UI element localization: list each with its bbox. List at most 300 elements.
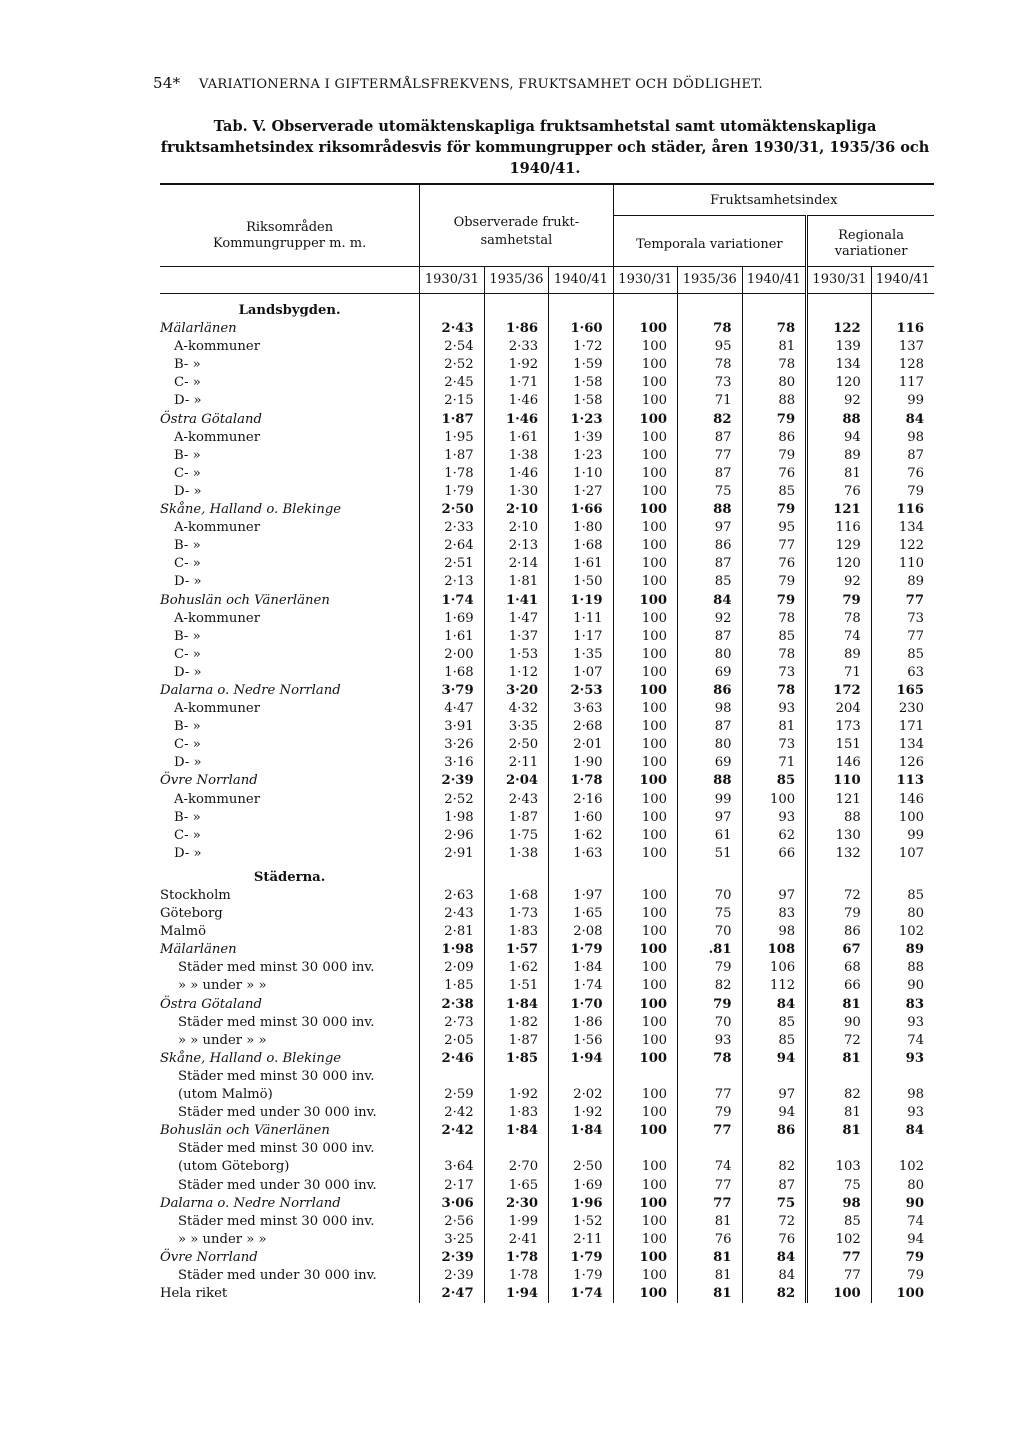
cell-value: 100 <box>613 700 677 718</box>
cell-value: 4·47 <box>420 700 484 718</box>
cell-value: 2·51 <box>420 555 484 573</box>
cell-value: 132 <box>807 845 872 863</box>
cell-value: 98 <box>742 923 807 941</box>
row-label: Hela riket <box>160 1286 228 1302</box>
cell-value <box>613 1068 677 1086</box>
cell-value: 1·46 <box>484 465 548 483</box>
cell-value: 1·79 <box>549 941 613 959</box>
cell-value: 86 <box>742 1122 807 1140</box>
cell-value: 85 <box>807 1213 872 1231</box>
cell-value: 84 <box>742 1249 807 1267</box>
cell-value: 78 <box>742 682 807 700</box>
cell-value: 1·35 <box>549 646 613 664</box>
cell-value: 85 <box>871 887 934 905</box>
cell-value: 134 <box>807 356 872 374</box>
cell-value: 1·23 <box>549 447 613 465</box>
cell-value: 1·84 <box>484 996 548 1014</box>
cell-value: 100 <box>613 923 677 941</box>
cell-value: 98 <box>807 1195 872 1213</box>
cell-value: 122 <box>807 320 872 338</box>
cell-value: 100 <box>807 1285 872 1303</box>
row-label: Övre Norrland <box>160 1249 258 1265</box>
cell-value: 121 <box>807 501 872 519</box>
cell-value: 1·58 <box>549 374 613 392</box>
row-label: » » under » » <box>178 1231 267 1247</box>
cell-value: 86 <box>742 429 807 447</box>
cell-value: 74 <box>871 1032 934 1050</box>
row-label: » » under » » <box>178 1032 267 1048</box>
cell-value: 73 <box>678 374 742 392</box>
cell-value: 1·71 <box>484 374 548 392</box>
cell-value: 100 <box>613 573 677 591</box>
cell-value <box>678 1068 742 1086</box>
row-label: B- » <box>174 628 201 644</box>
cell-value: 2·96 <box>420 827 484 845</box>
row-label: Mälarlänen <box>160 321 237 337</box>
cell-value: 1·96 <box>549 1195 613 1213</box>
cell-value: 79 <box>678 959 742 977</box>
cell-value: 1·92 <box>484 356 548 374</box>
cell-value: 78 <box>678 320 742 338</box>
cell-value: 93 <box>871 1104 934 1122</box>
row-label: Städer med minst 30 000 inv. <box>178 1068 375 1084</box>
cell-value: 77 <box>678 1086 742 1104</box>
table-row <box>160 887 934 905</box>
cell-value: 146 <box>871 791 934 809</box>
cell-value: 2·30 <box>484 1195 548 1213</box>
index-header: Fruktsamhetsindex <box>613 183 934 216</box>
cell-value: 2·10 <box>484 519 548 537</box>
cell-value: 100 <box>613 996 677 1014</box>
cell-value: 102 <box>871 1158 934 1176</box>
cell-value: 87 <box>678 429 742 447</box>
table-row <box>160 1158 934 1176</box>
cell-value: 99 <box>871 392 934 410</box>
cell-value: 1·39 <box>549 429 613 447</box>
cell-value: 77 <box>678 1122 742 1140</box>
cell-value: 100 <box>613 1086 677 1104</box>
cell-value: 72 <box>807 887 872 905</box>
cell-value: 100 <box>613 1213 677 1231</box>
table-row <box>160 447 934 465</box>
table-row <box>160 959 934 977</box>
row-label: Stockholm <box>160 888 231 903</box>
running-header <box>153 74 763 92</box>
cell-value: 78 <box>678 356 742 374</box>
cell-value: 2·56 <box>420 1213 484 1231</box>
cell-value: 81 <box>678 1285 742 1303</box>
cell-value: 77 <box>678 1177 742 1195</box>
cell-value <box>549 1068 613 1086</box>
cell-value: 2·43 <box>420 320 484 338</box>
cell-value: 84 <box>678 592 742 610</box>
row-label: D- » <box>174 483 202 499</box>
cell-value: 100 <box>613 736 677 754</box>
cell-value: 2·41 <box>484 1231 548 1249</box>
cell-value: 78 <box>678 1050 742 1068</box>
cell-value: 106 <box>742 959 807 977</box>
year-col-3: 1940/41 <box>549 267 613 294</box>
cell-value: 2·53 <box>549 682 613 700</box>
cell-value: 116 <box>807 519 872 537</box>
table-row <box>160 555 934 573</box>
cell-value: 100 <box>613 338 677 356</box>
cell-value: 110 <box>871 555 934 573</box>
table-row <box>160 923 934 941</box>
cell-value: 100 <box>613 465 677 483</box>
table-row <box>160 356 934 374</box>
cell-value: 78 <box>742 320 807 338</box>
cell-value: 93 <box>678 1032 742 1050</box>
cell-value: 100 <box>613 501 677 519</box>
cell-value: 93 <box>871 1050 934 1068</box>
cell-value: 1·65 <box>549 905 613 923</box>
cell-value: 4·32 <box>484 700 548 718</box>
table-row <box>160 1249 934 1267</box>
cell-value: 139 <box>807 338 872 356</box>
cell-value: 76 <box>678 1231 742 1249</box>
row-label: D- » <box>174 845 202 861</box>
cell-value: 80 <box>871 905 934 923</box>
cell-value <box>871 1068 934 1086</box>
table-row <box>160 1285 934 1303</box>
cell-value: 75 <box>807 1177 872 1195</box>
cell-value: 100 <box>613 429 677 447</box>
cell-value: 1·87 <box>484 1032 548 1050</box>
table-row <box>160 646 934 664</box>
observed-header: Observerade frukt-samhetstal <box>420 183 613 267</box>
row-label: C- » <box>174 646 201 662</box>
cell-value: 1·58 <box>549 392 613 410</box>
table-row <box>160 429 934 447</box>
cell-value: 2·46 <box>420 1050 484 1068</box>
cell-value: 2·10 <box>484 501 548 519</box>
cell-value: 100 <box>613 959 677 977</box>
cell-value: 1·87 <box>420 411 484 429</box>
cell-value: 100 <box>613 1285 677 1303</box>
cell-value: 97 <box>678 519 742 537</box>
cell-value: 1·59 <box>549 356 613 374</box>
cell-value: 77 <box>742 537 807 555</box>
cell-value: 116 <box>871 320 934 338</box>
cell-value: 87 <box>678 718 742 736</box>
cell-value: 1·84 <box>484 1122 548 1140</box>
cell-value: 2·50 <box>549 1158 613 1176</box>
row-label: A-kommuner <box>174 610 261 626</box>
cell-value: 1·73 <box>484 905 548 923</box>
cell-value: 93 <box>742 700 807 718</box>
cell-value: 1·23 <box>549 411 613 429</box>
cell-value: 71 <box>742 754 807 772</box>
cell-value: 87 <box>742 1177 807 1195</box>
cell-value: 1·79 <box>420 483 484 501</box>
cell-value: 82 <box>742 1285 807 1303</box>
cell-value: 100 <box>613 1231 677 1249</box>
cell-value: 80 <box>678 646 742 664</box>
cell-value: 94 <box>807 429 872 447</box>
cell-value: 122 <box>871 537 934 555</box>
cell-value: 1·95 <box>420 429 484 447</box>
cell-value: 103 <box>807 1158 872 1176</box>
cell-value: 100 <box>613 977 677 995</box>
cell-value: 116 <box>871 501 934 519</box>
cell-value: 82 <box>678 977 742 995</box>
table-row <box>160 996 934 1014</box>
cell-value: 77 <box>871 628 934 646</box>
cell-value: 69 <box>678 754 742 772</box>
cell-value: 81 <box>807 465 872 483</box>
cell-value <box>742 1068 807 1086</box>
cell-value: 100 <box>613 411 677 429</box>
cell-value: 84 <box>871 411 934 429</box>
cell-value: 1·62 <box>484 959 548 977</box>
cell-value: 95 <box>678 338 742 356</box>
table-row <box>160 1014 934 1032</box>
cell-value: 77 <box>678 1195 742 1213</box>
cell-value: 3·20 <box>484 682 548 700</box>
cell-value: 110 <box>807 772 872 790</box>
cell-value: 172 <box>807 682 872 700</box>
cell-value: 1·11 <box>549 610 613 628</box>
cell-value: 76 <box>807 483 872 501</box>
row-label: (utom Göteborg) <box>178 1159 290 1175</box>
cell-value: 79 <box>742 592 807 610</box>
cell-value: 1·94 <box>549 1050 613 1068</box>
row-label: C- » <box>174 465 201 481</box>
cell-value: 100 <box>613 1032 677 1050</box>
cell-value: 1·92 <box>484 1086 548 1104</box>
table-row <box>160 501 934 519</box>
cell-value: 1·63 <box>549 845 613 863</box>
cell-value: 99 <box>871 827 934 845</box>
cell-value: 1·81 <box>484 573 548 591</box>
row-label: C- » <box>174 375 201 391</box>
cell-value: 87 <box>678 465 742 483</box>
table-row <box>160 736 934 754</box>
cell-value: 80 <box>742 374 807 392</box>
cell-value: 77 <box>871 592 934 610</box>
cell-value: 98 <box>871 1086 934 1104</box>
cell-value: 100 <box>613 1177 677 1195</box>
cell-value: 1·27 <box>549 483 613 501</box>
cell-value: 2·39 <box>420 772 484 790</box>
table-row <box>160 519 934 537</box>
cell-value: 1·98 <box>420 941 484 959</box>
cell-value: 100 <box>613 1158 677 1176</box>
cell-value: 2·43 <box>420 905 484 923</box>
cell-value: 81 <box>678 1267 742 1285</box>
cell-value: 2·15 <box>420 392 484 410</box>
cell-value: 75 <box>678 483 742 501</box>
row-label: (utom Malmö) <box>178 1087 273 1103</box>
row-label: Städer med minst 30 000 inv. <box>178 1141 375 1157</box>
cell-value: 100 <box>613 1104 677 1122</box>
cell-value: 2·73 <box>420 1014 484 1032</box>
cell-value: 1·87 <box>484 809 548 827</box>
cell-value: 1·68 <box>549 537 613 555</box>
cell-value: 1·57 <box>484 941 548 959</box>
cell-value: 92 <box>678 610 742 628</box>
cell-value: 67 <box>807 941 872 959</box>
table-row <box>160 809 934 827</box>
cell-value: 95 <box>742 519 807 537</box>
table-title-text: Observerade utomäktenskapliga fruktsamhetstal samt utomäktenskapliga fruktsamhetsindex riksområdesvis för kommungrupper och städer, åren 1930/31, 1935/36 och 1940/41. <box>160 118 930 177</box>
cell-value: 87 <box>678 628 742 646</box>
cell-value: 79 <box>871 1267 934 1285</box>
cell-value: 90 <box>807 1014 872 1032</box>
table-row <box>160 1050 934 1068</box>
cell-value <box>484 1140 548 1158</box>
row-label: Mälarlänen <box>160 942 237 958</box>
cell-value: 100 <box>613 827 677 845</box>
row-label: Bohuslän och Vänerlänen <box>160 1123 330 1139</box>
cell-value: 1·83 <box>484 1104 548 1122</box>
table-row <box>160 592 934 610</box>
regional-header: Regionala variationer <box>807 216 934 267</box>
year-col-8: 1940/41 <box>871 267 934 294</box>
cell-value: 2·01 <box>549 736 613 754</box>
cell-value: 71 <box>807 664 872 682</box>
row-label: Göteborg <box>160 906 223 922</box>
cell-value: 146 <box>807 754 872 772</box>
cell-value: 79 <box>678 1104 742 1122</box>
cell-value: 1·56 <box>549 1032 613 1050</box>
cell-value: 100 <box>613 809 677 827</box>
running-title: VARIATIONERNA I GIFTERMÅLSFREKVENS, FRUKTSAMHET OCH DÖDLIGHET. <box>198 77 763 92</box>
cell-value: 74 <box>807 628 872 646</box>
cell-value: 230 <box>871 700 934 718</box>
row-label: B- » <box>174 809 201 825</box>
cell-value: 79 <box>807 592 872 610</box>
cell-value: 129 <box>807 537 872 555</box>
cell-value: 100 <box>613 941 677 959</box>
cell-value: 100 <box>613 555 677 573</box>
cell-value: 1·52 <box>549 1213 613 1231</box>
cell-value: 100 <box>613 1267 677 1285</box>
cell-value: 84 <box>871 1122 934 1140</box>
cell-value: 1·83 <box>484 923 548 941</box>
cell-value: 1·60 <box>549 809 613 827</box>
row-label: Städer med under 30 000 inv. <box>178 1105 377 1121</box>
row-label: Dalarna o. Nedre Norrland <box>160 1195 341 1211</box>
cell-value: 100 <box>613 537 677 555</box>
table-row <box>160 754 934 772</box>
cell-value: 86 <box>678 682 742 700</box>
cell-value: 1·61 <box>420 628 484 646</box>
table-row <box>160 700 934 718</box>
cell-value: 1·78 <box>484 1267 548 1285</box>
cell-value: 100 <box>613 1249 677 1267</box>
cell-value: 1·84 <box>549 1122 613 1140</box>
table-row <box>160 791 934 809</box>
cell-value: 1·69 <box>549 1177 613 1195</box>
table-title-lead: Tab. V. <box>213 118 267 135</box>
cell-value: 88 <box>871 959 934 977</box>
table-row <box>160 1104 934 1122</box>
cell-value: 100 <box>613 519 677 537</box>
row-label: C- » <box>174 737 201 753</box>
cell-value: 51 <box>678 845 742 863</box>
cell-value: 61 <box>678 827 742 845</box>
cell-value: 66 <box>807 977 872 995</box>
table-row <box>160 1032 934 1050</box>
cell-value <box>420 1140 484 1158</box>
cell-value: 1·84 <box>549 959 613 977</box>
cell-value: 85 <box>742 1014 807 1032</box>
cell-value: 2·04 <box>484 772 548 790</box>
year-col-1: 1930/31 <box>420 267 484 294</box>
row-label: Skåne, Halland o. Blekinge <box>160 502 342 518</box>
cell-value: 2·43 <box>484 791 548 809</box>
cell-value: 78 <box>742 646 807 664</box>
cell-value <box>871 1140 934 1158</box>
cell-value: 128 <box>871 356 934 374</box>
cell-value: 73 <box>742 664 807 682</box>
cell-value: 69 <box>678 664 742 682</box>
row-label: D- » <box>174 664 202 680</box>
cell-value: 66 <box>742 845 807 863</box>
cell-value: 3·26 <box>420 736 484 754</box>
row-label: B- » <box>174 538 201 554</box>
row-label: B- » <box>174 357 201 373</box>
cell-value: 1·30 <box>484 483 548 501</box>
cell-value: 85 <box>742 483 807 501</box>
cell-value: 100 <box>613 646 677 664</box>
table-row <box>160 1195 934 1213</box>
cell-value: 2·13 <box>484 537 548 555</box>
cell-value: 1·70 <box>549 996 613 1014</box>
cell-value <box>678 1140 742 1158</box>
cell-value: 1·86 <box>484 320 548 338</box>
cell-value: 98 <box>678 700 742 718</box>
cell-value: 79 <box>742 411 807 429</box>
cell-value: 2·08 <box>549 923 613 941</box>
cell-value: 2·63 <box>420 887 484 905</box>
cell-value: 1·75 <box>484 827 548 845</box>
city-body <box>160 863 934 1303</box>
cell-value: 2·70 <box>484 1158 548 1176</box>
cell-value: 78 <box>807 610 872 628</box>
cell-value <box>613 1140 677 1158</box>
table-row <box>160 827 934 845</box>
table-row <box>160 537 934 555</box>
cell-value: 3·25 <box>420 1231 484 1249</box>
row-label: Skåne, Halland o. Blekinge <box>160 1050 342 1066</box>
cell-value: 117 <box>871 374 934 392</box>
cell-value: 2·47 <box>420 1285 484 1303</box>
table-row <box>160 772 934 790</box>
cell-value <box>484 1068 548 1086</box>
cell-value: 85 <box>678 573 742 591</box>
cell-value: 100 <box>613 718 677 736</box>
cell-value: 73 <box>742 736 807 754</box>
cell-value: 82 <box>807 1086 872 1104</box>
cell-value: 120 <box>807 555 872 573</box>
cell-value: 130 <box>807 827 872 845</box>
table-row <box>160 610 934 628</box>
year-col-7: 1930/31 <box>807 267 872 294</box>
cell-value: 80 <box>871 1177 934 1195</box>
cell-value: 1·38 <box>484 447 548 465</box>
table-row <box>160 465 934 483</box>
cell-value: 1·98 <box>420 809 484 827</box>
table-row <box>160 1086 934 1104</box>
cell-value: 3·79 <box>420 682 484 700</box>
cell-value: 79 <box>678 996 742 1014</box>
cell-value: 74 <box>871 1213 934 1231</box>
cell-value: 78 <box>742 610 807 628</box>
cell-value: 94 <box>742 1104 807 1122</box>
